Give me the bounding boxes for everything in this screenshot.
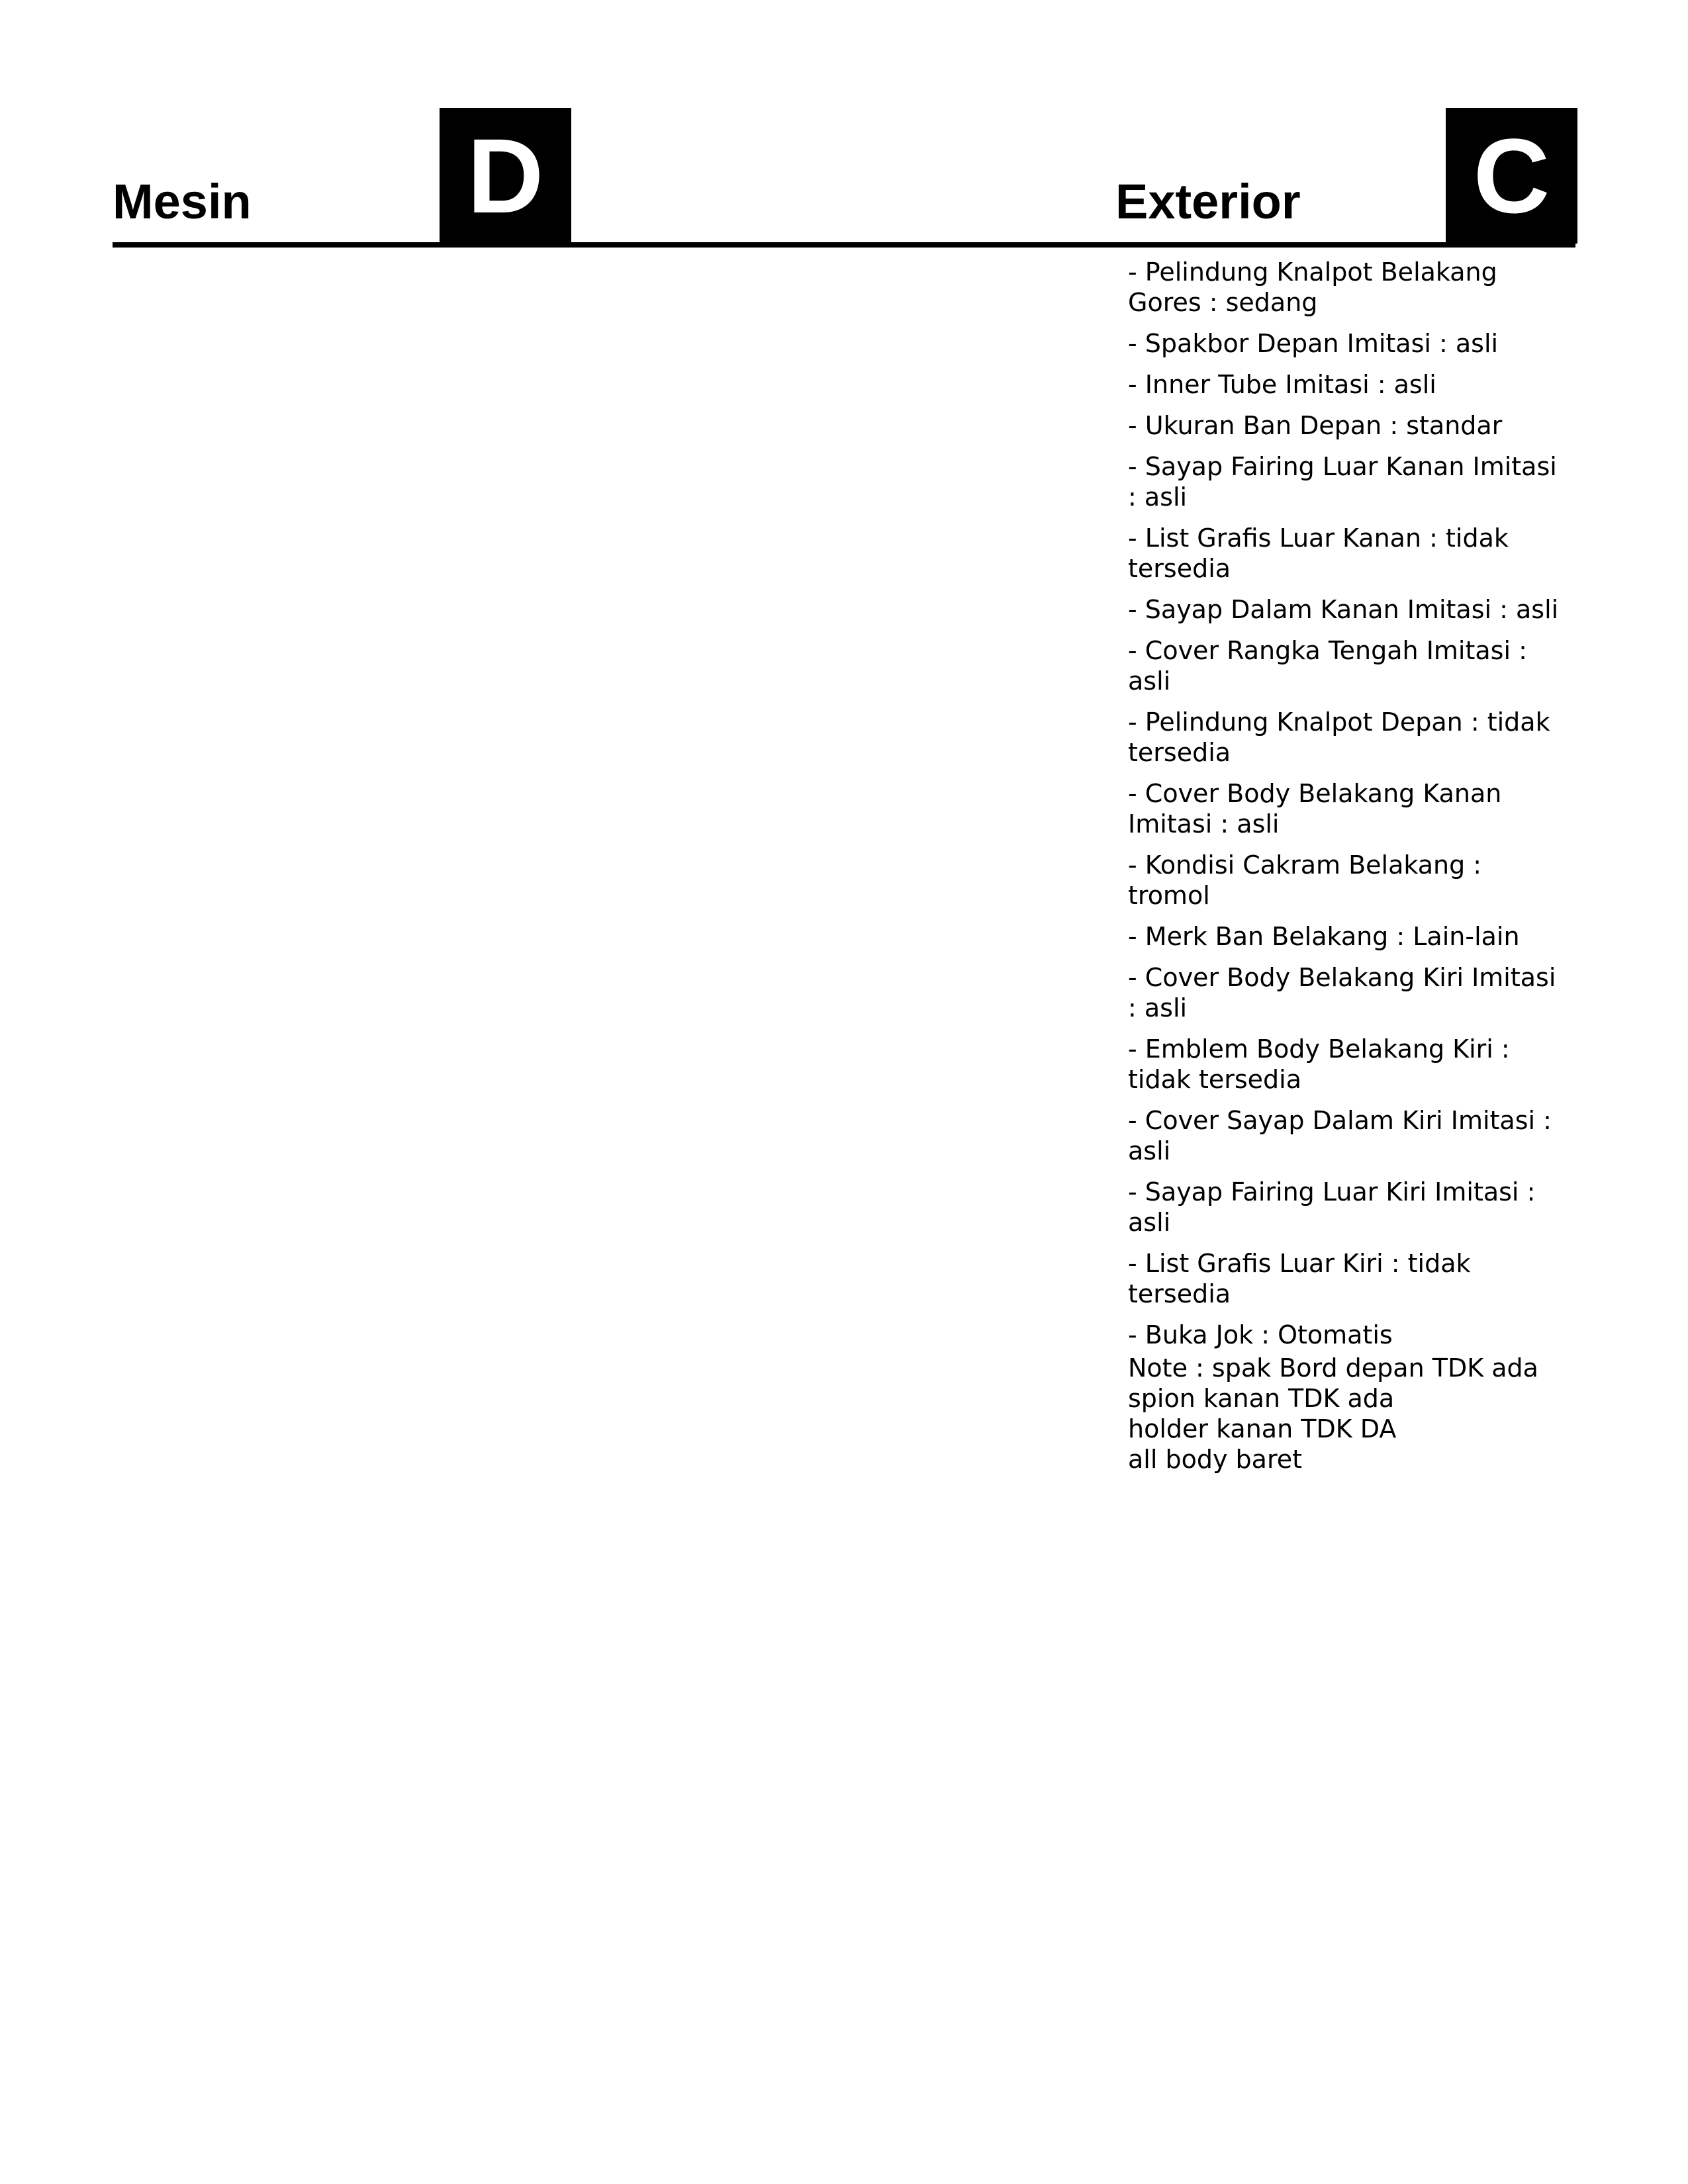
list-item: - Emblem Body Belakang Kiri : tidak tersedia <box>1128 1034 1510 1094</box>
list-item: - List Grafis Luar Kanan : tidak tersedia <box>1128 523 1509 583</box>
list-item: - Pelindung Knalpot Belakang Gores : sedang <box>1128 257 1497 317</box>
list-item: - Cover Body Belakang Kiri Imitasi : asli <box>1128 963 1556 1023</box>
list-item: - Cover Body Belakang Kanan Imitasi : asli <box>1128 779 1502 839</box>
exterior-note: Note : spak Bord depan TDK ada spion kanan TDK ada holder kanan TDK DA all body baret <box>1128 1353 1538 1474</box>
grade-badge-exterior: C <box>1446 108 1577 244</box>
list-item: - Sayap Fairing Luar Kiri Imitasi : asli <box>1128 1177 1536 1237</box>
list-item: - Kondisi Cakram Belakang : tromol <box>1128 850 1482 910</box>
list-item: - Spakbor Depan Imitasi : asli <box>1128 329 1499 358</box>
list-item: - Merk Ban Belakang : Lain-lain <box>1128 922 1520 951</box>
list-item: - Buka Jok : Otomatis <box>1128 1320 1393 1349</box>
list-item: - Sayap Fairing Luar Kanan Imitasi : asli <box>1128 452 1557 512</box>
exterior-item-list <box>1128 257 1565 1361</box>
list-item: - Ukuran Ban Depan : standar <box>1128 411 1503 440</box>
list-item: - Pelindung Knalpot Depan : tidak tersedia <box>1128 707 1550 767</box>
list-item: - Inner Tube Imitasi : asli <box>1128 370 1436 399</box>
list-item: - Cover Rangka Tengah Imitasi : asli <box>1128 636 1527 696</box>
section-title-exterior: Exterior <box>1115 174 1301 229</box>
header-divider <box>113 242 1575 248</box>
section-title-mesin: Mesin <box>113 174 252 229</box>
list-item: - Cover Sayap Dalam Kiri Imitasi : asli <box>1128 1106 1552 1165</box>
list-item: - Sayap Dalam Kanan Imitasi : asli <box>1128 595 1559 624</box>
grade-badge-mesin: D <box>440 108 571 244</box>
list-item: - List Grafis Luar Kiri : tidak tersedia <box>1128 1249 1471 1308</box>
